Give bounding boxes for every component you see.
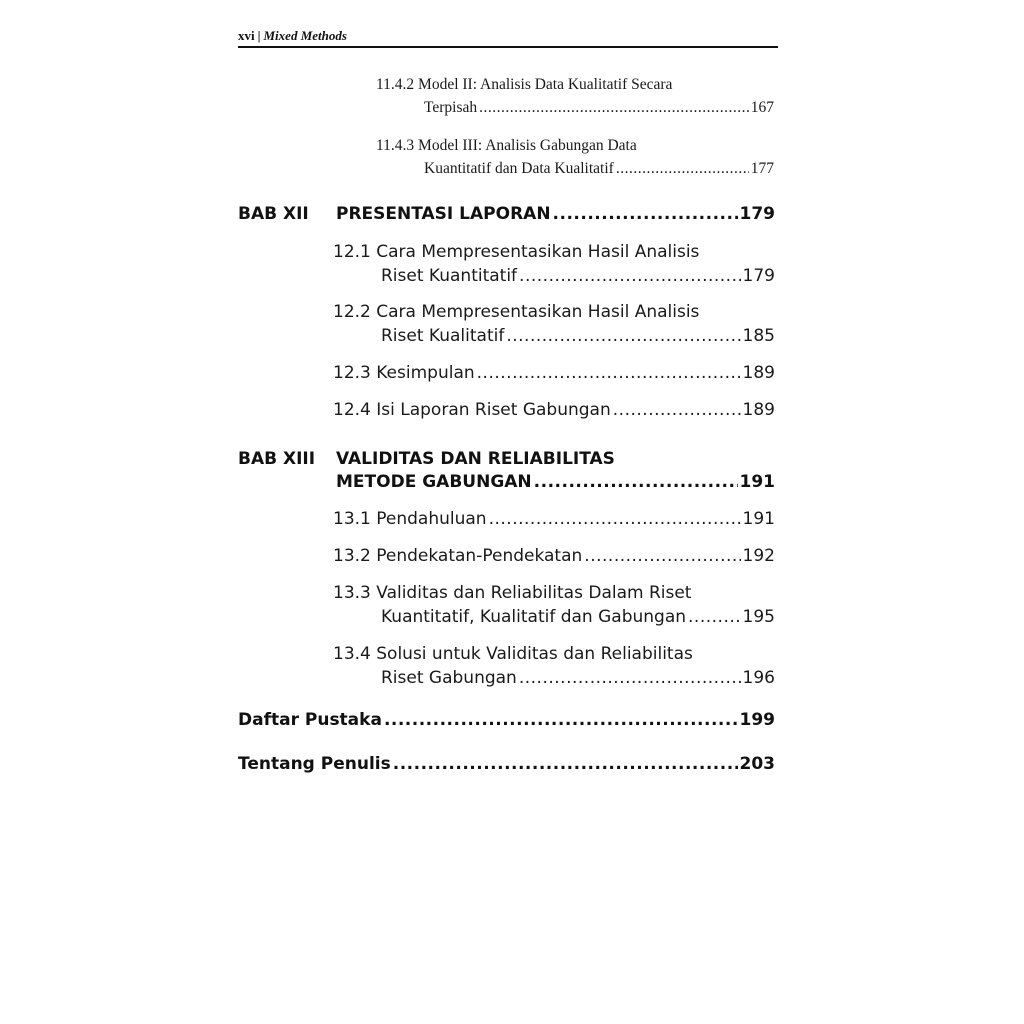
chapter-title: PRESENTASI LAPORAN: [336, 204, 551, 224]
toc-entry-title: 12.4 Isi Laporan Riset Gabungan: [333, 400, 611, 420]
leader-dots: [584, 546, 740, 566]
leader-dots: [477, 363, 741, 383]
leader-dots: [616, 160, 749, 178]
toc-entry-title-cont: Kuantitatif, Kualitatif dan Gabungan: [381, 607, 687, 627]
toc-entry-title: 13.4 Solusi untuk Validitas dan Reliabilitas: [333, 644, 693, 664]
toc-entry-12-1[interactable]: [333, 242, 775, 286]
toc-page-number: 189: [742, 400, 775, 420]
toc-page-number: 185: [742, 326, 775, 346]
leader-dots: [393, 754, 738, 774]
chapter-title-cont: METODE GABUNGAN: [336, 472, 532, 492]
chapter-title: VALIDITAS DAN RELIABILITAS: [336, 449, 615, 469]
header-book-title: Mixed Methods: [263, 28, 347, 43]
leader-dots: [553, 204, 738, 224]
toc-chapter-13[interactable]: [238, 449, 775, 497]
toc-entry-13-4[interactable]: [333, 644, 775, 688]
toc-entry-title: 12.3 Kesimpulan: [333, 363, 475, 383]
toc-entry-title: Daftar Pustaka: [238, 710, 382, 730]
leader-dots: [519, 668, 741, 688]
toc-entry-daftar-pustaka[interactable]: [238, 710, 775, 730]
header-separator: |: [257, 28, 261, 43]
toc-page-number: 179: [739, 204, 775, 224]
leader-dots: [506, 326, 740, 346]
toc-entry-12-2[interactable]: [333, 302, 775, 346]
toc-entry-13-1[interactable]: [333, 509, 775, 529]
header-page-number: xvi: [238, 28, 255, 43]
toc-entry-title-cont: Riset Kualitatif: [381, 326, 505, 346]
toc-entry-title-cont: Riset Kuantitatif: [381, 266, 518, 286]
toc-entry-title: 12.2 Cara Mempresentasikan Hasil Analisis: [333, 302, 700, 322]
toc-entry-title: 11.4.3 Model III: Analisis Gabungan Data: [376, 137, 637, 154]
chapter-label: BAB XII: [238, 204, 309, 224]
chapter-label: BAB XIII: [238, 449, 316, 469]
toc-entry-13-3[interactable]: [333, 583, 775, 627]
leader-dots: [613, 400, 741, 420]
leader-dots: [519, 266, 741, 286]
toc-entry-title-cont: Riset Gabungan: [381, 668, 517, 688]
running-header: [238, 28, 778, 48]
toc-entry-title-cont: Terpisah: [424, 99, 478, 116]
leader-dots: [688, 607, 741, 627]
toc-page-number: 203: [739, 754, 775, 774]
toc-page-number: 195: [742, 607, 775, 627]
toc-entry-title: 13.1 Pendahuluan: [333, 509, 487, 529]
toc-page-number: 179: [742, 266, 775, 286]
leader-dots: [534, 472, 738, 492]
toc-entry-13-2[interactable]: [333, 546, 775, 566]
toc-entry-12-4[interactable]: [333, 400, 775, 420]
toc-page-number: 189: [742, 363, 775, 383]
toc-entry-11-4-3[interactable]: [376, 137, 774, 178]
toc-page-number: 167: [750, 99, 774, 116]
toc-entry-title: Tentang Penulis: [238, 754, 391, 774]
leader-dots: [479, 99, 749, 117]
toc-entry-title: 12.1 Cara Mempresentasikan Hasil Analisis: [333, 242, 700, 262]
toc-entry-title: 13.3 Validitas dan Reliabilitas Dalam Riset: [333, 583, 692, 603]
toc-chapter-12[interactable]: [238, 204, 775, 228]
leader-dots: [384, 710, 738, 730]
toc-entry-title: 13.2 Pendekatan-Pendekatan: [333, 546, 583, 566]
toc-entry-11-4-2[interactable]: [376, 76, 774, 117]
toc-page-number: 192: [742, 546, 775, 566]
toc-page-number: 191: [739, 472, 775, 492]
toc-entry-title-cont: Kuantitatif dan Data Kualitatif: [424, 160, 614, 177]
toc-page-number: 191: [742, 509, 775, 529]
toc-entry-tentang-penulis[interactable]: [238, 754, 775, 774]
toc-entry-title: 11.4.2 Model II: Analisis Data Kualitatif Secara: [376, 76, 673, 93]
toc-entry-12-3[interactable]: [333, 363, 775, 383]
toc-page-number: 177: [750, 160, 774, 177]
toc-page-number: 196: [742, 668, 775, 688]
leader-dots: [489, 509, 741, 529]
toc-page-number: 199: [739, 710, 775, 730]
